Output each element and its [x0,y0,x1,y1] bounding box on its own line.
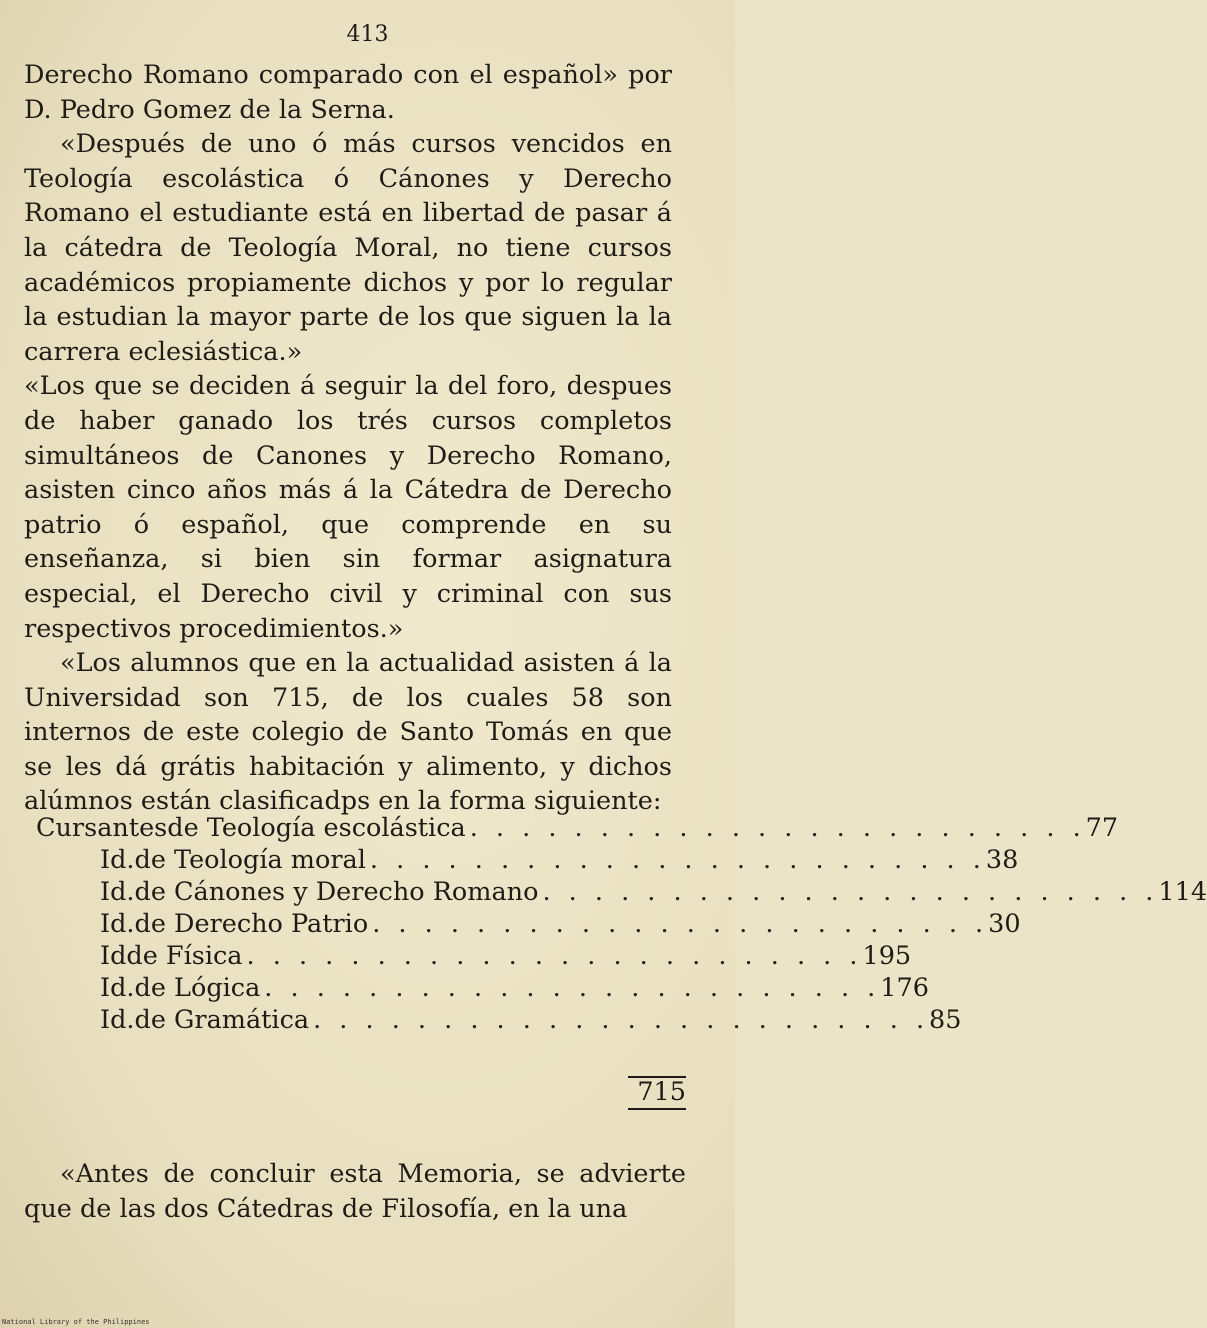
library-footer: National Library of the Philippines [2,1318,150,1326]
row-count: 85 [929,1005,962,1035]
row-label: Id [100,941,127,971]
row-count: 77 [1085,813,1119,843]
paragraph-4: «Los alumnos que en la actualidad asisten á la Universidad son 715, de los cuales 58 son internos de este colegio de Santo Tomás en que se les dá grátis habitación y alimento, y dichos alúmnos están clasificadps en la forma siguiente: [24,648,672,817]
row-subject: de Teología moral [134,845,366,875]
enrollment-table [36,812,1207,1036]
row-subject: de Teología escolástica [167,813,466,843]
table-row: Id. de Derecho Patrio . . . . . . . . . . . . . . . . . . . . . . . . 30 [36,908,686,940]
row-label: Id. [100,909,135,939]
table-row: Cursantes de Teología escolástica . . . . . . . . . . . . . . . . . . . . . . . . 77 [36,813,1119,843]
table-row: Id. de Lógica . . . . . . . . . . . . . . . . . . . . . . . . 176 [36,972,686,1004]
row-label: Cursantes [36,813,168,843]
table-row: Id de Física . . . . . . . . . . . . . . . . . . . . . . . . 195 [36,940,686,972]
row-subject: de Lógica [134,973,261,1003]
row-subject: de Cánones y Derecho Romano [134,877,539,907]
row-subject: de Gramática [134,1005,310,1035]
row-subject: de Derecho Patrio [134,909,369,939]
row-count: 195 [862,941,912,971]
row-count: 176 [880,973,929,1003]
row-count: 30 [988,909,1021,939]
row-label: Id. [100,1005,135,1035]
row-count: 114 [1158,877,1207,907]
row-count: 38 [985,845,1019,875]
paragraph-1: Derecho Romano comparado con el español» por D. Pedro Gomez de la Serna. [24,60,672,125]
page-number: 413 [346,22,389,47]
closing-paragraph: «Antes de concluir esta Memoria, se advierte que de las dos Cátedras de Filosofía, en la una [24,1159,686,1224]
row-subject: de Física [126,941,243,971]
row-label: Id. [100,973,135,1003]
paragraph-2: «Después de uno ó más cursos vencidos en Teología escolástica ó Cánones y Derecho Romano el estudiante está en libertad de pasar á la cátedra de Teología Moral, no tiene cursos académicos propiamente dichos y por lo regular la estudian la mayor parte de los que siguen la la carrera eclesiástica.» [24,129,672,367]
table-row: Id. de Gramática . . . . . . . . . . . . . . . . . . . . . . . . 85 [36,1004,686,1036]
paragraph-3: «Los que se deciden á seguir la del foro, despues de haber ganado los trés cursos completos simultáneos de Canones y Derecho Romano, asisten cinco años más á la Cátedra de Derecho patrio ó español, que comprende en su enseñanza, si bien sin formar asignatura especial, el Derecho civil y criminal con sus respectivos procedimientos.» [24,371,672,644]
sum-rule-bottom [628,1108,686,1110]
table-total: 715 [637,1077,686,1107]
row-label: Id. [100,845,135,875]
row-label: Id. [100,877,135,907]
table-row: Id. de Teología moral . . . . . . . . . . . . . . . . . . . . . . . . 38 [36,844,686,876]
body-text [24,58,672,819]
table-row: Id. de Cánones y Derecho Romano . . . . . . . . . . . . . . . . . . . . . . . . 114 [36,876,686,908]
